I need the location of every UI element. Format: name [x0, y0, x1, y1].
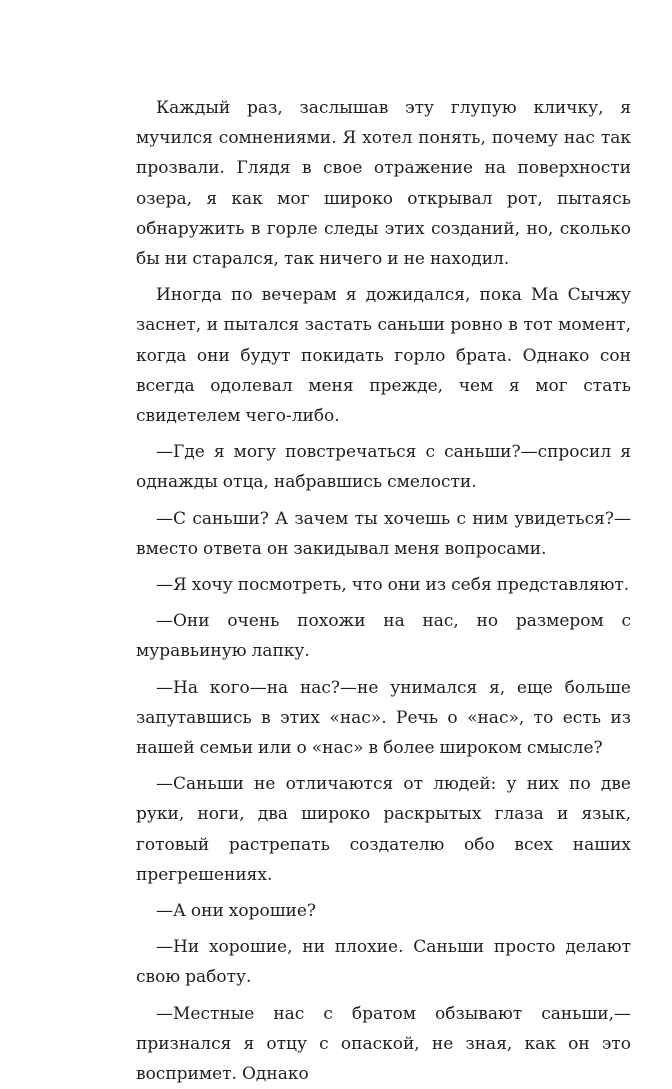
body-text	[136, 93, 631, 1089]
paragraph: Иногда по вечерам я дожидался, пока Ма Сычжу заснет, и пытался застать саньши ровно в тот момент, когда они будут покидать горло брата. Однако сон всегда одолевал меня прежде, чем я мог стать свидетелем чего-либо.	[136, 285, 631, 427]
paragraph: Каждый раз, заслышав эту глупую кличку, я мучился сомнениями. Я хотел понять, почему нас так прозвали. Глядя в свое отражение на поверхности озера, я как мог широко открывал рот, пытаясь обнаружить в горле следы этих созданий, но, сколько бы ни старался, так ничего и не находил.	[136, 98, 631, 270]
page-footer-blank	[0, 950, 672, 970]
dialogue-line: —Местные нас с братом обзывают саньши,—признался я отцу с опаской, не зная, как он это воспримет. Однако	[136, 1003, 631, 1085]
dialogue-line: —Они очень похожи на нас, но размером с муравьиную лапку.	[136, 611, 631, 662]
dialogue-line: —С саньши? А зачем ты хочешь с ним увидеться?—вместо ответа он закидывал меня вопросами.	[136, 508, 631, 559]
dialogue-line: —А они хорошие?	[156, 901, 317, 922]
dialogue-line: —Я хочу посмотреть, что они из себя представляют.	[156, 575, 630, 596]
dialogue-line: —Где я могу повстречаться с саньши?—спросил я однажды отца, набравшись смелости.	[136, 442, 631, 493]
dialogue-line: —На кого—на нас?—не унимался я, еще больше запутавшись в этих «нас». Речь о «нас», то есть из нашей семьи или о «нас» в более широком смысле?	[136, 677, 631, 759]
dialogue-line: —Саньши не отличаются от людей: у них по две руки, ноги, два широко раскрытых глаза и язык, готовый растрепать создателю обо всех наших прегрешениях.	[136, 774, 631, 885]
dialogue-line: —Ни хорошие, ни плохие. Саньши просто делают свою работу.	[136, 937, 631, 988]
